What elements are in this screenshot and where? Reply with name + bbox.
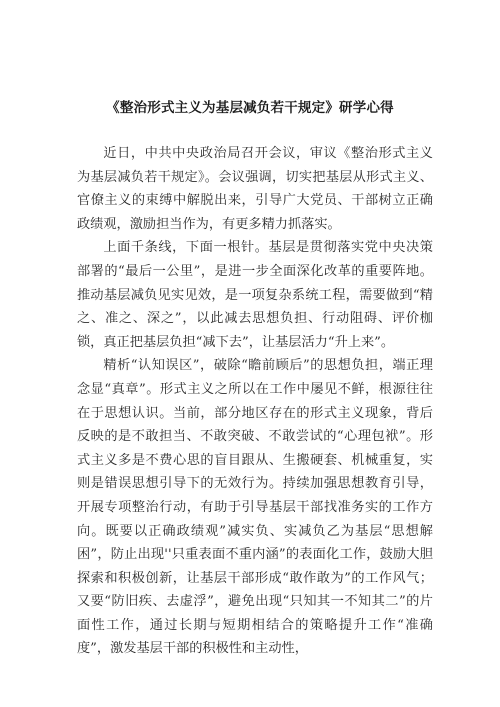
paragraph-2: 上面千条线，下面一根针。基层是贯彻落实党中央决策部署的“最后一公里”，是进一步全面深化改革的重要阵地。推动基层减负见实见效，是一项复杂系统工程，需要做到“精之、准之、深之”，以此减去思想负担、行动阻碍、评价枷锁，真正把基层负担“减下去”，让基层活力“升上来”。: [77, 240, 433, 350]
paragraph-1: 近日，中共中央政治局召开会议，审议《整治形式主义为基层减负若干规定》。会议强调，切实把基层从形式主义、官僚主义的束缚中解脱出来，引导广大党员、干部树立正确政绩观，激励担当作为，有更多精力抓落实。: [77, 146, 433, 232]
document-body: [77, 142, 433, 661]
paragraph-3: 精析“认知误区”，破除“瞻前顾后”的思想负担，端正理念显“真章”。形式主义之所以在工作中屡见不鲜，根源往往在于思想认识。当前，部分地区存在的形式主义现象，背后反映的是不敢担当、不敢突破、不敢尝试的“心理包袱”。形式主义多是不费心思的盲目跟从、生搬硬套、机械重复，实则是错误思想引导下的无效行为。持续加强思想教育引导，开展专项整治行动，有助于引导基层干部找准务实的工作方向。既要以正确政绩观”减实负、实减负乙为基层“思想解困”，防止出现''只重表面不重内涵”的表面化工作，鼓励大胆探索和积极创新，让基层干部形成“敢作敢为”的工作风气；又要“防旧疾、去虚浮”，避免出现“只知其一不知其二”的片面性工作，通过长期与短期相结合的策略提升工作“准确度”，激发基层干部的积极性和主动性，: [77, 358, 433, 657]
document-title: 《整治形式主义为基层减负若干规定》研学心得: [106, 100, 394, 116]
